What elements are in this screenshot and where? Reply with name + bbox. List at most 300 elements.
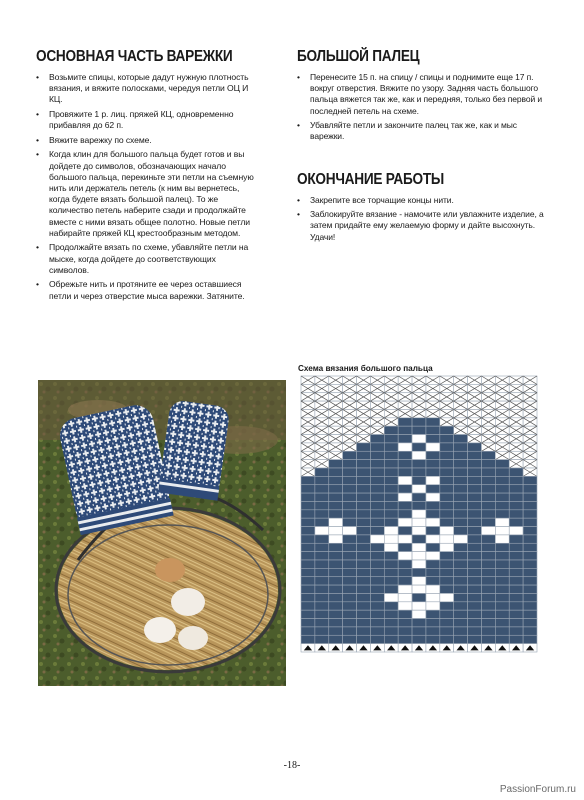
chart-cell [454,635,468,643]
chart-cell [315,552,329,560]
chart-cell [495,610,509,618]
chart-cell [301,560,315,568]
chart-cell [329,585,343,593]
chart-cell [440,518,454,526]
chart-cell [468,619,482,627]
chart-cell [343,552,357,560]
chart-cell [481,510,495,518]
chart-cell [454,602,468,610]
chart-cell [412,468,426,476]
chart-cell [440,426,454,434]
chart-cell [370,485,384,493]
chart-cell [315,510,329,518]
chart-cell [398,560,412,568]
chart-cell [329,485,343,493]
chart-cell [329,510,343,518]
chart-cell [412,501,426,509]
chart-cell [468,610,482,618]
chart-cell [468,468,482,476]
chart-cell [384,577,398,585]
chart-cell [343,593,357,601]
chart-cell [398,485,412,493]
bullet-mark: • [297,72,300,82]
chart-cell [481,501,495,509]
bullet-mark: • [36,134,39,145]
chart-cell [384,435,398,443]
chart-cell [509,568,523,576]
chart-cell [315,527,329,535]
chart-cell [468,543,482,551]
chart-cell [523,635,537,643]
chart-cell [509,577,523,585]
thumb-section-item-text: Перенесите 15 п. на спицу / спицы и поднимите еще 17 п. вокруг отверстия. Вяжите по узору. Задняя часть большого пальца вяжется так же, как и передняя, только без первой и последней петель на схеме. [310,72,543,116]
finish-section-item [297,195,545,206]
chart-cell [398,443,412,451]
chart-cell [301,476,315,484]
chart-cell [523,552,537,560]
chart-cell [357,468,371,476]
chart-cell [357,568,371,576]
chart-cell [440,460,454,468]
chart-cell [370,593,384,601]
chart-cell [357,451,371,459]
chart-cell [440,468,454,476]
chart-cell [329,577,343,585]
chart-cell [426,602,440,610]
chart-cell [384,610,398,618]
chart-cell [468,593,482,601]
chart-cell [426,518,440,526]
chart-cell [384,443,398,451]
chart-cell [357,593,371,601]
chart-cell [495,577,509,585]
chart-cell [495,476,509,484]
chart-cell [509,535,523,543]
chart-cell [343,568,357,576]
chart-cell [315,568,329,576]
chart-cell [357,493,371,501]
chart-cell [495,552,509,560]
chart-cell [509,593,523,601]
chart-cell [357,535,371,543]
chart-cell [509,468,523,476]
chart-cell [315,535,329,543]
chart-cell [523,543,537,551]
chart-cell [343,501,357,509]
chart-cell [398,501,412,509]
chart-cell [315,560,329,568]
chart-cell [329,610,343,618]
chart-cell [315,518,329,526]
chart-cell [398,627,412,635]
chart-cell [495,510,509,518]
chart-cell [523,510,537,518]
chart-cell [301,552,315,560]
chart-cell [523,568,537,576]
chart-cell [343,451,357,459]
chart-cell [440,527,454,535]
chart-cell [357,510,371,518]
chart-cell [370,468,384,476]
chart-cell [398,468,412,476]
chart-cell [370,585,384,593]
chart-cell [398,527,412,535]
chart-cell [315,476,329,484]
chart-cell [357,443,371,451]
chart-cell [454,501,468,509]
chart-cell [398,493,412,501]
chart-cell [398,476,412,484]
chart-cell [509,619,523,627]
chart-cell [495,593,509,601]
finish-section-item [297,209,545,243]
chart-cell [398,510,412,518]
chart-cell [343,577,357,585]
chart-cell [412,585,426,593]
chart-cell [426,418,440,426]
chart-cell [481,627,495,635]
chart-cell [495,518,509,526]
chart-cell [426,543,440,551]
chart-cell [454,627,468,635]
chart-cell [523,577,537,585]
chart-cell [412,460,426,468]
chart-cell [329,568,343,576]
chart-cell [523,501,537,509]
chart-cell [454,577,468,585]
chart-cell [343,535,357,543]
chart-cell [329,627,343,635]
chart-cell [481,468,495,476]
chart-cell [370,602,384,610]
chart-cell [468,493,482,501]
chart-cell [384,527,398,535]
chart-cell [384,593,398,601]
chart-cell [523,476,537,484]
chart-cell [357,585,371,593]
chart-cell [329,543,343,551]
chart-cell [329,593,343,601]
chart-cell [495,560,509,568]
chart-cell [398,568,412,576]
chart-cell [343,460,357,468]
main-section [36,48,258,305]
chart-cell [454,585,468,593]
chart-cell [329,552,343,560]
main-section-item [36,135,258,146]
chart-cell [412,443,426,451]
chart-cell [468,501,482,509]
chart-cell [301,602,315,610]
chart-cell [315,593,329,601]
chart-cell [440,535,454,543]
chart-cell [343,627,357,635]
chart-cell [523,602,537,610]
chart-cell [315,627,329,635]
chart-cell [426,577,440,585]
chart-cell [398,418,412,426]
chart-cell [523,593,537,601]
chart-cell [343,585,357,593]
bullet-mark: • [36,109,39,119]
chart-cell [370,619,384,627]
chart-cell [384,476,398,484]
chart-cell [301,493,315,501]
chart-cell [454,451,468,459]
chart-cell [384,535,398,543]
chart-cell [301,501,315,509]
chart-cell [523,560,537,568]
chart-cell [495,602,509,610]
chart-cell [481,610,495,618]
chart-cell [329,602,343,610]
chart-cell [481,518,495,526]
chart-cell [509,552,523,560]
chart-cell [509,543,523,551]
mittens-photo [38,380,286,686]
chart-cell [495,501,509,509]
main-section-item-text: Продолжайте вязать по схеме, убавляйте петли на мыске, когда дойдете до соответствующих символов. [49,242,249,275]
chart-cell [315,543,329,551]
chart-cell [468,518,482,526]
chart-cell [315,610,329,618]
chart-cell [454,443,468,451]
chart-cell [481,460,495,468]
thumb-section-item-text: Убавляйте петли и закончите палец так же, как и мыс варежки. [310,120,517,142]
chart-cell [481,527,495,535]
chart-cell [509,627,523,635]
chart-cell [301,535,315,543]
chart-cell [426,493,440,501]
chart-cell [481,451,495,459]
chart-cell [509,610,523,618]
chart-cell [426,443,440,451]
chart-cell [426,552,440,560]
chart-cell [454,619,468,627]
main-section-item-text: Провяжите 1 р. лиц. пряжей КЦ, одновременно прибавляя до 62 п. [49,109,234,131]
finish-section-title: ОКОНЧАНИЕ РАБОТЫ [297,170,445,188]
chart-cell [509,493,523,501]
chart-cell [468,476,482,484]
chart-cell [495,485,509,493]
chart-cell [495,527,509,535]
bullet-mark: • [36,72,39,82]
main-section-item [36,149,258,239]
chart-cell [412,493,426,501]
chart-cell [370,560,384,568]
chart-cell [384,585,398,593]
chart-cell [370,435,384,443]
chart-cell [426,501,440,509]
chart-cell [454,468,468,476]
chart-cell [301,635,315,643]
chart-cell [329,460,343,468]
chart-cell [454,527,468,535]
thumb-section-item [297,120,545,142]
finish-section-item-text: Заблокируйте вязание - намочите или увлажните изделие, а затем придайте ему желаемую форму и дайте высохнуть. Удачи! [310,209,544,242]
chart-cell [412,577,426,585]
finish-section-list [297,195,545,243]
chart-cell [495,627,509,635]
chart-cell [384,468,398,476]
chart-cell [426,535,440,543]
main-section-item-text: Вяжите варежку по схеме. [49,134,152,145]
chart-cell [412,610,426,618]
chart-cell [412,535,426,543]
chart-cell [426,568,440,576]
chart-title: Схема вязания большого пальца [298,364,433,373]
chart-cell [357,610,371,618]
chart-cell [370,577,384,585]
chart-cell [440,619,454,627]
chart-cell [370,493,384,501]
chart-cell [370,543,384,551]
chart-cell [412,451,426,459]
chart-cell [398,552,412,560]
chart-cell [440,635,454,643]
chart-cell [370,460,384,468]
chart-cell [523,535,537,543]
main-section-title: ОСНОВНАЯ ЧАСТЬ ВАРЕЖКИ [36,48,233,65]
chart-cell [315,493,329,501]
chart-cell [481,476,495,484]
chart-cell [315,468,329,476]
chart-cell [412,560,426,568]
chart-cell [426,627,440,635]
chart-cell [370,552,384,560]
chart-cell [523,527,537,535]
chart-cell [370,627,384,635]
chart-cell [426,619,440,627]
chart-cell [468,602,482,610]
chart-cell [468,527,482,535]
chart-cell [370,568,384,576]
bullet-mark: • [297,120,300,131]
chart-cell [426,451,440,459]
chart-cell [357,602,371,610]
chart-cell [481,577,495,585]
chart-cell [454,552,468,560]
chart-cell [398,460,412,468]
chart-cell [412,476,426,484]
chart-cell [301,593,315,601]
chart-cell [468,577,482,585]
chart-cell [440,627,454,635]
chart-cell [426,610,440,618]
chart-cell [398,635,412,643]
main-section-item-text: Возьмите спицы, которые дадут нужную плотность вязания, и вяжите полосками, чередуя петли ОЦ И КЦ. [49,72,249,105]
chart-cell [398,543,412,551]
main-section-item [36,242,258,276]
chart-cell [426,585,440,593]
chart-cell [454,543,468,551]
thumb-section-item [297,72,545,117]
chart-cell [468,485,482,493]
chart-cell [343,543,357,551]
chart-cell [301,568,315,576]
thumb-section-list [297,72,545,143]
thumb-knitting-chart [300,375,538,653]
chart-cell [357,560,371,568]
chart-cell [343,610,357,618]
chart-cell [454,485,468,493]
chart-cell [454,493,468,501]
chart-cell [509,501,523,509]
chart-cell [329,468,343,476]
chart-cell [384,426,398,434]
chart-cell [412,510,426,518]
chart-cell [315,577,329,585]
chart-cell [468,560,482,568]
chart-cell [384,501,398,509]
chart-cell [509,560,523,568]
chart-cell [412,485,426,493]
chart-cell [412,635,426,643]
bullet-mark: • [297,209,300,220]
chart-cell [329,635,343,643]
chart-cell [384,451,398,459]
chart-cell [301,485,315,493]
chart-cell [384,485,398,493]
chart-cell [495,585,509,593]
bullet-mark: • [297,194,300,205]
chart-cell [523,627,537,635]
chart-cell [357,619,371,627]
finish-section-item-text: Закрепите все торчащие концы нити. [310,194,454,205]
chart-cell [315,602,329,610]
chart-cell [357,543,371,551]
chart-cell [315,635,329,643]
chart-cell [481,635,495,643]
chart-cell [426,485,440,493]
chart-cell [384,602,398,610]
chart-cell [412,426,426,434]
chart-cell [468,510,482,518]
chart-cell [481,602,495,610]
chart-cell [384,543,398,551]
chart-cell [343,468,357,476]
chart-cell [329,518,343,526]
chart-cell [481,485,495,493]
main-section-item [36,109,258,131]
chart-cell [426,593,440,601]
chart-cell [440,602,454,610]
chart-cell [329,476,343,484]
chart-cell [398,593,412,601]
chart-cell [426,435,440,443]
chart-cell [454,518,468,526]
chart-cell [301,510,315,518]
chart-cell [454,535,468,543]
chart-cell [481,543,495,551]
chart-cell [412,568,426,576]
chart-cell [495,468,509,476]
chart-cell [398,619,412,627]
chart-cell [509,510,523,518]
chart-cell [398,518,412,526]
chart-cell [329,501,343,509]
chart-cell [357,627,371,635]
main-section-item [36,72,258,106]
chart-cell [509,476,523,484]
chart-cell [398,602,412,610]
chart-cell [301,527,315,535]
chart-cell [398,451,412,459]
chart-cell [454,568,468,576]
chart-cell [481,560,495,568]
chart-cell [523,485,537,493]
chart-cell [384,627,398,635]
